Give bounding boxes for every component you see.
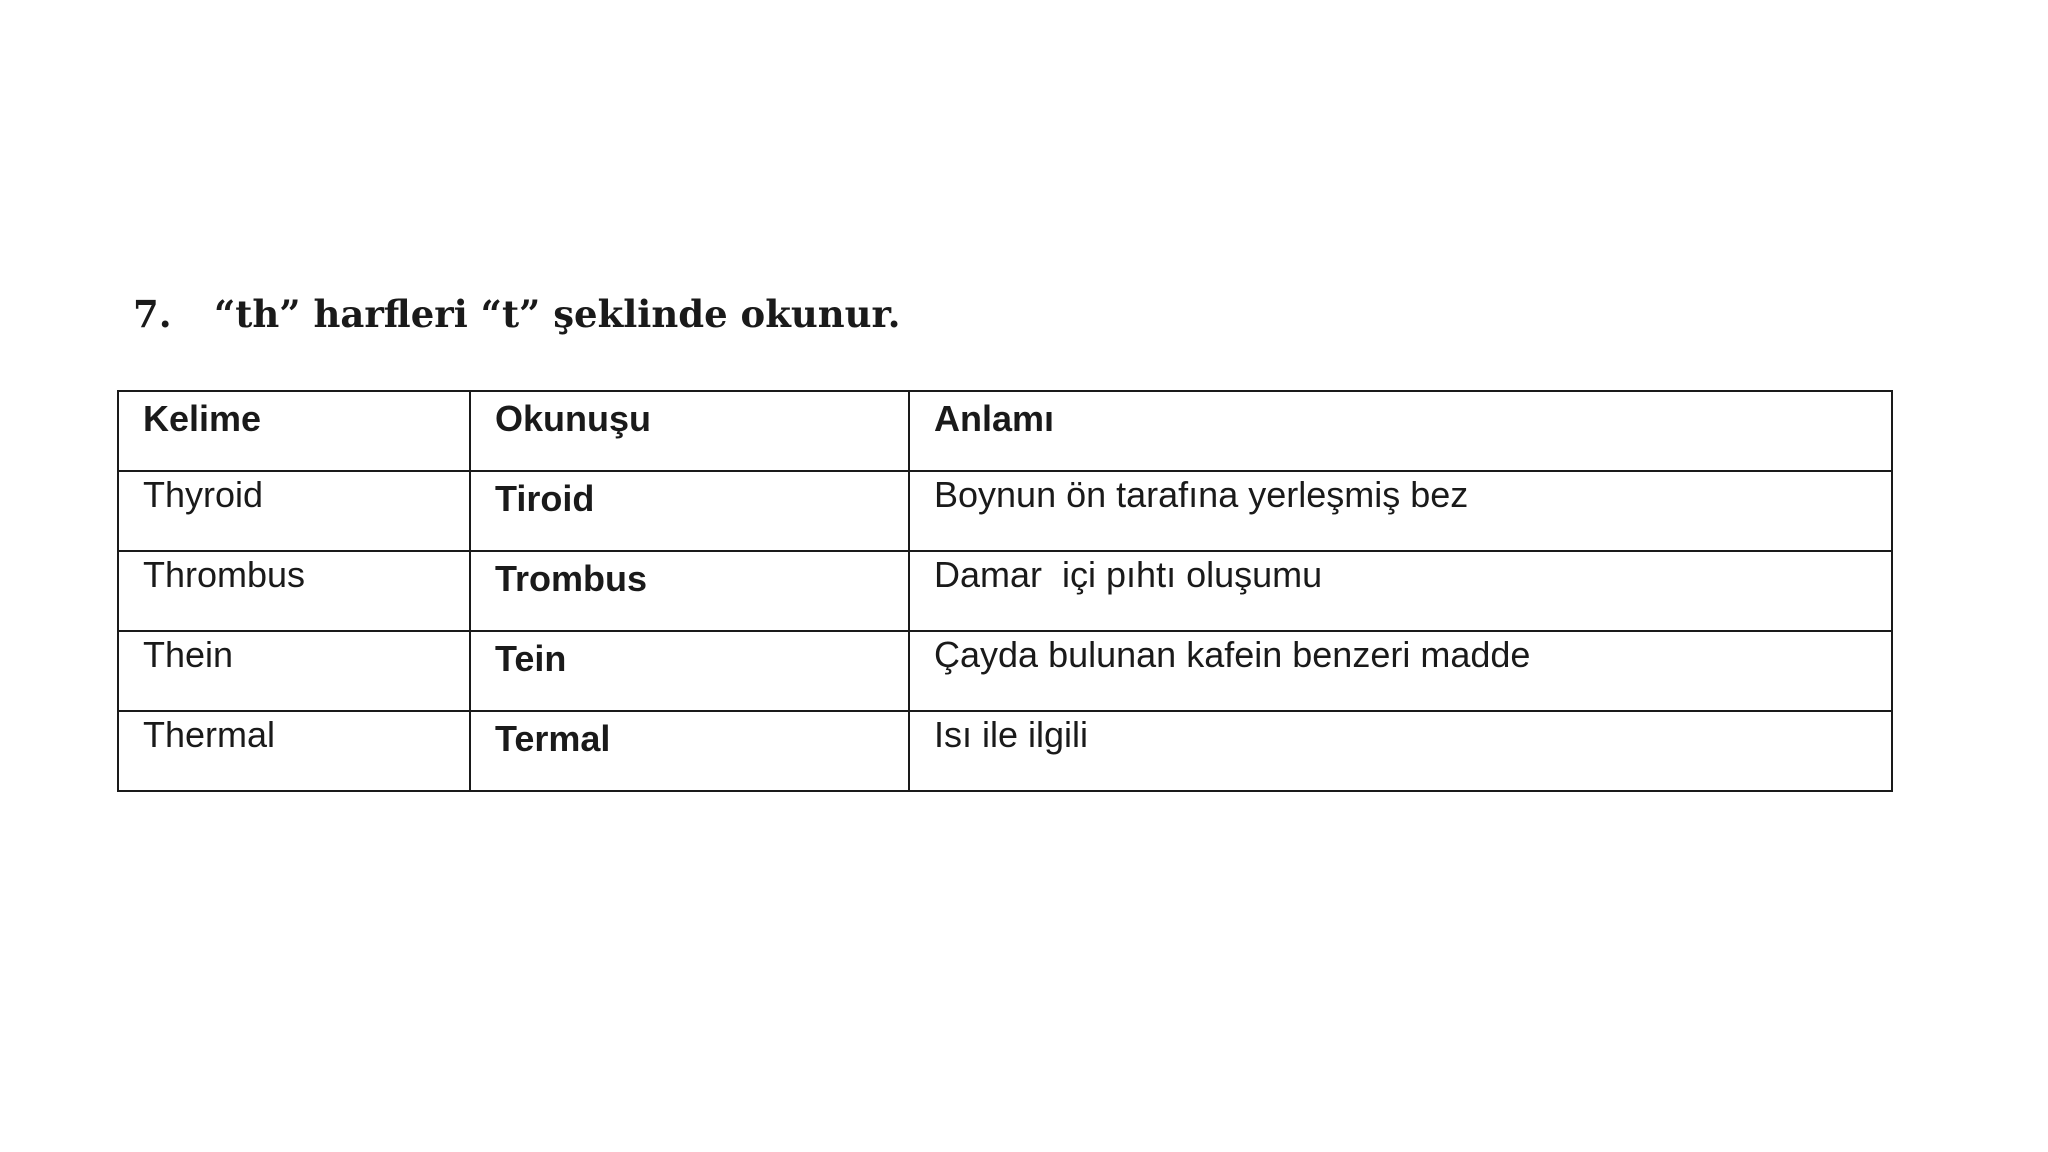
- column-header-pronunciation: Okunuşu: [470, 391, 909, 471]
- section-heading: [133, 286, 901, 342]
- pronunciation-cell: Tein: [470, 631, 909, 711]
- word-cell: Thein: [118, 631, 470, 711]
- table-row: [118, 471, 1892, 551]
- section-title: “th” harfleri “t” şeklinde okunur.: [214, 292, 901, 336]
- meaning-cell: Boynun ön tarafına yerleşmiş bez: [909, 471, 1892, 551]
- pronunciation-cell: Tiroid: [470, 471, 909, 551]
- column-header-meaning: Anlamı: [909, 391, 1892, 471]
- table-row: [118, 551, 1892, 631]
- table-row: [118, 711, 1892, 791]
- column-header-word: Kelime: [118, 391, 470, 471]
- pronunciation-cell: Trombus: [470, 551, 909, 631]
- word-cell: Thyroid: [118, 471, 470, 551]
- meaning-cell: Isı ile ilgili: [909, 711, 1892, 791]
- word-cell: Thermal: [118, 711, 470, 791]
- table-header-row: [118, 391, 1892, 471]
- vocabulary-table: [117, 390, 1893, 792]
- meaning-cell: Çayda bulunan kafein benzeri madde: [909, 631, 1892, 711]
- word-cell: Thrombus: [118, 551, 470, 631]
- pronunciation-cell: Termal: [470, 711, 909, 791]
- meaning-cell: Damar içi pıhtı oluşumu: [909, 551, 1892, 631]
- table-row: [118, 631, 1892, 711]
- section-number: 7.: [133, 292, 172, 336]
